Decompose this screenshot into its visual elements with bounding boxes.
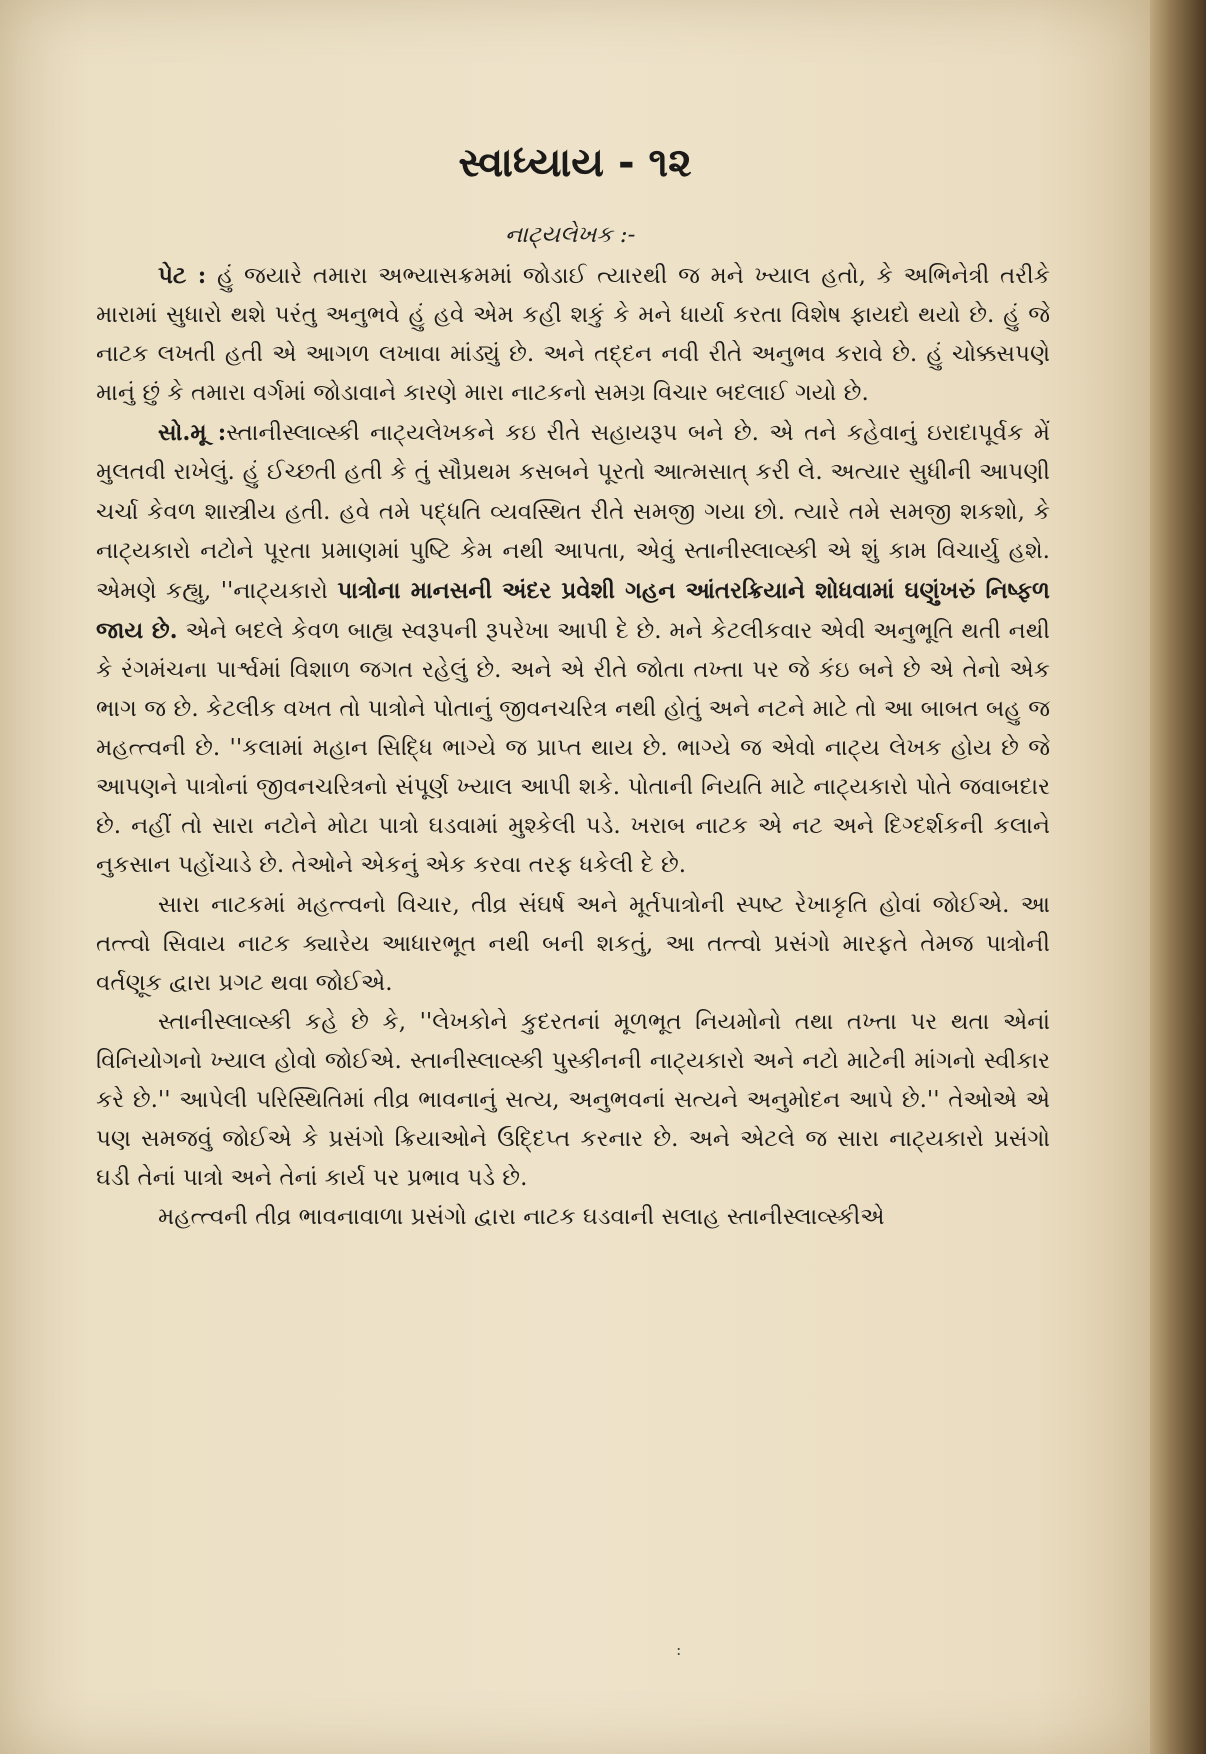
paragraph-5: મહત્ત્વની તીવ્ર ભાવનાવાળા પ્રસંગો દ્વારા નાટક ઘડવાની સલાહ સ્તાનીસ્લાવ્સ્કીએ [158, 1204, 885, 1231]
paragraph-2 [96, 413, 1050, 885]
paragraph-1 [96, 256, 1050, 413]
paragraph-text: હું જયારે તમારા અભ્યાસક્રમમાં જોડાઈ ત્યારથી જ મને ખ્યાલ હતો, કે અભિનેત્રી તરીકે મારામાં સુધારો થશે પરંતુ અનુભવે હું હવે એમ કહી શકું કે મને ધાર્યા કરતા વિશેષ ફાયદો થયો છે. હું જે નાટક લખતી હતી એ આગળ લખાવા માંડ્યું છે. અને તદ્દન નવી રીતે અનુભવ કરાવે છે. હું ચોક્કસપણે માનું છું કે તમારા વર્ગમાં જોડાવાને કારણે મારા નાટકનો સમગ્ર વિચાર બદલાઈ ગયો છે. [96, 263, 1050, 407]
paragraph-4: સ્તાનીસ્લાવ્સ્કી કહે છે કે, ''લેખકોને કુદરતનાં મૂળભૂત નિયમોનો તથા તખ્તા પર થતા એનાં વિનિયોગનો ખ્યાલ હોવો જોઈએ. સ્તાનીસ્લાવ્સ્કી પુસ્કીનની નાટ્યકારો અને નટો માટેની માંગનો સ્વીકાર કરે છે.'' આપેલી પરિસ્થિતિમાં તીવ્ર ભાવનાનું સત્ય, અનુભવનાં સત્યને અનુમોદન આપે છે.'' તેઓએ એ પણ સમજવું જોઈએ કે પ્રસંગો ક્રિયાઓને ઉદ્દિપ્ત કરનાર છે. અને એટલે જ સારા નાટ્યકારો પ્રસંગો ઘડી તેનાં પાત્રો અને તેનાં કાર્ય પર પ્રભાવ પડે છે. [96, 1008, 1050, 1192]
speaker-label: પેટ : [158, 262, 207, 289]
paragraph-3: સારા નાટકમાં મહત્ત્વનો વિચાર, તીવ્ર સંઘર્ષ અને મૂર્તપાત્રોની સ્પષ્ટ રેખાકૃતિ હોવાં જોઈએ. આ તત્ત્વો સિવાય નાટક ક્યારેય આધારભૂત નથી બની શકતું, આ તત્ત્વો પ્રસંગો મારફતે તેમજ પાત્રોની વર્તણૂક દ્વારા પ્રગટ થવા જોઈએ. [96, 891, 1050, 996]
page-title: સ્વાધ્યાય - ૧૨ [458, 140, 692, 186]
body-text [96, 256, 1050, 1237]
emphasized-text: પાત્રોના માનસની અંદર પ્રવેશી ગહન આંતરક્રિયાને શોધવામાં ઘણુંખરું નિષ્ફળ જાય છે. [96, 576, 1050, 644]
book-edge [1150, 0, 1206, 1754]
section-subheading: નાટ્યલેખક :- [505, 222, 636, 248]
paragraph-text: સ્તાનીસ્લાવ્સ્કી નાટ્યલેખકને કઇ રીતે સહાયરૂપ બને છે. એ તને કહેવાનું ઇરાદાપૂર્વક મેં મુલતવી રાખેલું. હું ઈચ્છતી હતી કે તું સૌપ્રથમ કસબને પૂરતો આત્મસાત્ કરી લે. અત્યાર સુધીની આપણી ચર્ચા કેવળ શાસ્ત્રીય હતી. હવે તમે પદ્ધતિ વ્યવસ્થિત રીતે સમજી ગયા છો. ત્યારે તમે સમજી શકશો, કે નાટ્યકારો નટોને પૂરતા પ્રમાણમાં પુષ્ટિ કેમ નથી આપતા, એવું સ્તાનીસ્લાવ્સ્કી એ શું કામ વિચાર્યુ હશે. એમણે કહ્યુ, ''નાટ્યકારો [96, 420, 1050, 604]
paragraph-text: એને બદલે કેવળ બાહ્ય સ્વરૂપની રૂપરેખા આપી દે છે. મને કેટલીકવાર એવી અનુભૂતિ થતી નથી કે રંગમંચના પાર્શ્વમાં વિશાળ જગત રહેલું છે. અને એ રીતે જોતા તખ્તા પર જે કંઇ બને છે એ તેનો એક ભાગ જ છે. કેટલીક વખત તો પાત્રોને પોતાનું જીવનચરિત્ર નથી હોતું અને નટને માટે તો આ બાબત બહુ જ મહત્ત્વની છે. ''કલામાં મહાન સિદ્ધિ ભાગ્યે જ પ્રાપ્ત થાય છે. ભાગ્યે જ એવો નાટ્ય લેખક હોય છે જે આપણને પાત્રોનાં જીવનચરિત્રનો સંપૂર્ણ ખ્યાલ આપી શકે. પોતાની નિયતિ માટે નાટ્યકારો પોતે જવાબદાર છે. નહીં તો સારા નટોને મોટા પાત્રો ઘડવામાં મુશ્કેલી પડે. ખરાબ નાટક એ નટ અને દિગ્દર્શકની કલાને નુકસાન પહોંચાડે છે. તેઓને એકનું એક કરવા તરફ ધકેલી દે છે. [96, 617, 1050, 879]
speaker-label: સો.મૂ : [158, 419, 227, 447]
footer-mark: : [676, 1640, 682, 1659]
